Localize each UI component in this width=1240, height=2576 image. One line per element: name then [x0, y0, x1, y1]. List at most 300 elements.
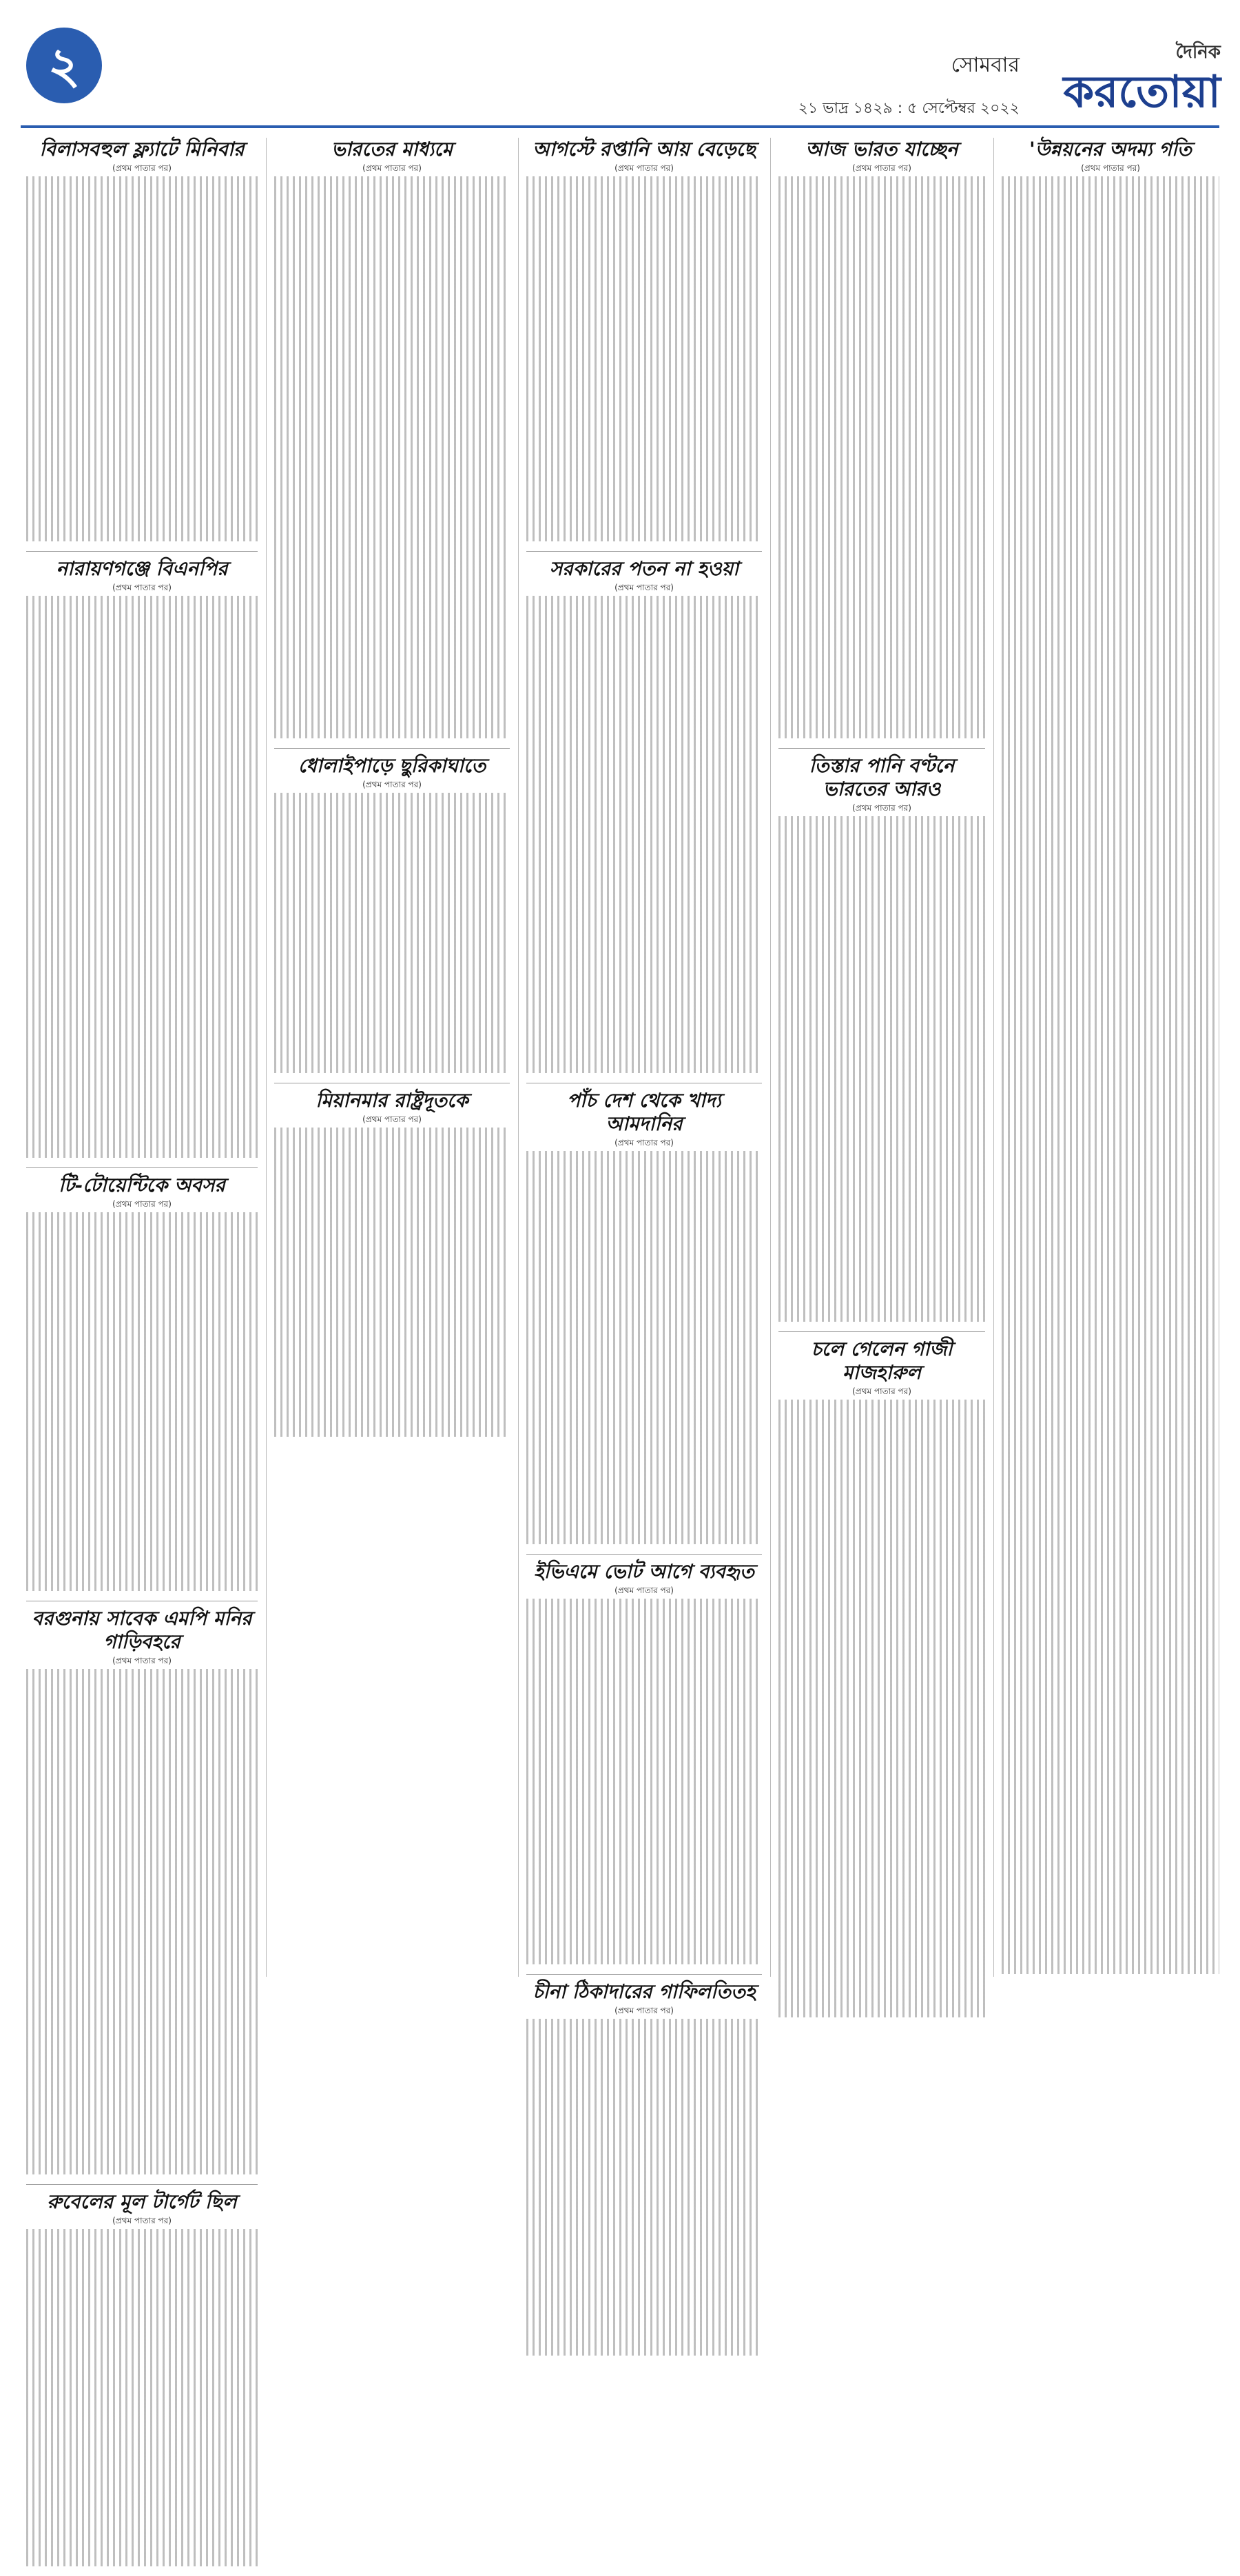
text-line [1002, 1707, 1219, 1721]
text-line [526, 1291, 762, 1305]
text-line [778, 1877, 985, 1891]
text-line [26, 2034, 258, 2048]
text-line [26, 303, 258, 317]
text-line [526, 499, 762, 513]
text-line [526, 1754, 762, 1767]
text-line [1002, 1609, 1219, 1623]
article-headline: বরগুনায় সাবেক এমপি মনির গাড়িবহরে [32, 1607, 252, 1654]
news-article [526, 138, 762, 541]
text-line [26, 849, 258, 862]
column-separator [993, 138, 994, 1977]
text-line [526, 1474, 762, 1488]
text-line [26, 610, 258, 624]
text-line [1002, 1749, 1219, 1763]
text-line [526, 471, 762, 485]
text-line [526, 624, 762, 638]
text-line [526, 1851, 762, 1865]
text-line [778, 640, 985, 654]
text-line [1002, 275, 1219, 289]
text-line [26, 1367, 258, 1380]
text-line [778, 984, 985, 998]
text-line [26, 429, 258, 443]
text-line [526, 1739, 762, 1753]
text-line [526, 1809, 762, 1823]
text-line [274, 820, 510, 834]
text-line [274, 849, 510, 862]
text-line [1002, 1623, 1219, 1637]
text-line [26, 2384, 258, 2398]
news-column [526, 138, 762, 2365]
text-line [526, 807, 762, 820]
text-line [26, 1683, 258, 1697]
text-line [26, 1409, 258, 1422]
text-line [526, 2314, 762, 2327]
text-line [26, 1851, 258, 1865]
text-line [526, 1003, 762, 1017]
article-divider [526, 1974, 762, 1975]
text-line [1002, 317, 1219, 331]
text-line [1002, 948, 1219, 962]
text-line [274, 457, 510, 471]
text-line [26, 1549, 258, 1563]
text-line [526, 2046, 762, 2060]
text-line [26, 1212, 258, 1226]
text-line [526, 1683, 762, 1697]
text-line [526, 1031, 762, 1045]
article-divider [274, 748, 510, 749]
text-line [26, 2327, 258, 2341]
text-line [1002, 1581, 1219, 1595]
text-line [526, 1059, 762, 1073]
text-line [526, 1922, 762, 1935]
text-line [1002, 556, 1219, 570]
text-line [26, 1922, 258, 1935]
text-line [778, 1427, 985, 1441]
text-line [778, 429, 985, 443]
text-line [778, 1849, 985, 1862]
text-line [778, 1125, 985, 1139]
text-line [778, 1919, 985, 1933]
article-body-text [26, 596, 258, 1158]
text-line [778, 1638, 985, 1652]
text-line [1002, 1271, 1219, 1285]
news-article [274, 138, 510, 738]
text-line [274, 877, 510, 891]
text-line [1002, 443, 1219, 457]
article-headline: ইভিএমে ভোট আগে ব্যবহৃত [534, 1560, 754, 1583]
text-line [1002, 260, 1219, 274]
text-line [526, 947, 762, 961]
text-line [778, 1568, 985, 1581]
text-line [274, 947, 510, 961]
text-line [778, 830, 985, 844]
text-line [1002, 233, 1219, 247]
text-line [778, 1055, 985, 1068]
text-line [1002, 1314, 1219, 1328]
text-line [26, 905, 258, 919]
news-article [526, 1089, 762, 1544]
text-line [1002, 921, 1219, 935]
text-line [526, 1418, 762, 1432]
text-line [526, 1824, 762, 1838]
text-line [274, 303, 510, 317]
text-line [26, 919, 258, 933]
text-line [526, 694, 762, 708]
newspaper-logo: দৈনিক করতোয়া [1063, 42, 1221, 118]
text-line [526, 387, 762, 401]
news-article [526, 1980, 762, 2356]
text-line [526, 2257, 762, 2271]
text-line [274, 1003, 510, 1017]
text-line [26, 863, 258, 877]
text-line [526, 1236, 762, 1249]
text-line [26, 190, 258, 204]
text-line [26, 765, 258, 778]
text-line [778, 1652, 985, 1666]
text-line [1002, 415, 1219, 429]
text-line [274, 807, 510, 820]
text-line [1002, 1047, 1219, 1061]
text-line [1002, 809, 1219, 822]
text-line [274, 443, 510, 457]
text-line [1002, 612, 1219, 625]
text-line [26, 1992, 258, 2006]
text-line [526, 778, 762, 792]
text-line [1002, 626, 1219, 640]
text-line [26, 723, 258, 736]
text-line [26, 471, 258, 485]
text-line [1002, 1960, 1219, 1974]
text-line [1002, 724, 1219, 738]
text-line [1002, 583, 1219, 597]
text-line [778, 1736, 985, 1750]
text-line [1002, 1637, 1219, 1651]
text-line [526, 345, 762, 359]
continuation-label: (প্রথম পাতার পর) [362, 779, 422, 789]
text-line [526, 1712, 762, 1725]
text-line [1002, 1384, 1219, 1398]
text-line [778, 710, 985, 724]
text-line [26, 2077, 258, 2090]
text-line [1002, 991, 1219, 1005]
text-line [778, 1442, 985, 1455]
text-line [526, 1046, 762, 1059]
text-line [526, 1348, 762, 1362]
text-line [1002, 1103, 1219, 1117]
text-line [274, 289, 510, 302]
text-line [26, 638, 258, 652]
text-line [26, 1101, 258, 1115]
text-line [26, 1240, 258, 1254]
text-line [526, 596, 762, 610]
text-line [1002, 1244, 1219, 1258]
text-line [26, 486, 258, 499]
news-column [26, 138, 258, 2576]
text-line [526, 1376, 762, 1390]
text-line [526, 835, 762, 849]
text-line [26, 793, 258, 807]
text-line [1002, 1370, 1219, 1384]
text-line [526, 638, 762, 652]
text-line [274, 247, 510, 260]
text-line [26, 2342, 258, 2356]
text-line [778, 886, 985, 900]
text-line [526, 303, 762, 317]
text-line [274, 583, 510, 597]
text-line [1002, 373, 1219, 386]
text-line [778, 970, 985, 984]
text-line [778, 1975, 985, 1989]
text-line [1002, 1300, 1219, 1313]
text-line [26, 891, 258, 904]
text-line [1002, 176, 1219, 190]
text-line [1002, 1932, 1219, 1946]
text-line [778, 1497, 985, 1511]
text-line [526, 2285, 762, 2299]
text-line [274, 640, 510, 654]
article-headline: টি-টোয়েন্টিকে অবসর [59, 1173, 225, 1196]
text-line [26, 176, 258, 190]
text-line [1002, 766, 1219, 780]
text-line [26, 1894, 258, 1908]
text-line [1002, 513, 1219, 527]
text-line [526, 1641, 762, 1655]
text-line [526, 1669, 762, 1683]
text-line [1002, 1834, 1219, 1847]
news-article [26, 138, 258, 541]
text-line [778, 1470, 985, 1484]
text-line [274, 1142, 510, 1156]
text-line [778, 1905, 985, 1919]
text-line [26, 205, 258, 218]
text-line [1002, 471, 1219, 485]
text-line [526, 1936, 762, 1950]
text-line [778, 1512, 985, 1526]
text-line [778, 233, 985, 247]
article-headline: পাঁচ দেশ থেকে খাদ্য আমদানির [567, 1089, 721, 1136]
text-line [778, 1181, 985, 1195]
text-line [526, 1404, 762, 1417]
text-line [26, 807, 258, 820]
text-line [26, 1017, 258, 1031]
text-line [526, 750, 762, 764]
text-line [1002, 1075, 1219, 1089]
text-line [1002, 1216, 1219, 1229]
text-line [526, 1194, 762, 1207]
text-line [526, 2103, 762, 2117]
continuation-label: (প্রথম পাতার পর) [112, 1198, 172, 1209]
text-line [274, 415, 510, 429]
text-line [778, 1681, 985, 1694]
text-line [526, 429, 762, 443]
text-line [526, 989, 762, 1003]
article-headline: 'উন্নয়নের অদম্য গতি [1029, 138, 1192, 160]
text-line [26, 1767, 258, 1781]
text-line [26, 1866, 258, 1880]
text-line [26, 750, 258, 764]
text-line [778, 275, 985, 289]
masthead [0, 0, 1240, 127]
text-line [778, 205, 985, 218]
text-line [26, 2132, 258, 2146]
text-line [1002, 331, 1219, 344]
text-line [26, 2257, 258, 2271]
text-line [26, 2229, 258, 2243]
text-line [26, 2468, 258, 2482]
text-line [274, 654, 510, 667]
day-label: সোমবার [951, 53, 1020, 77]
text-line [778, 1265, 985, 1279]
text-line [778, 317, 985, 331]
text-line [526, 317, 762, 331]
text-line [778, 1582, 985, 1596]
text-line [26, 1564, 258, 1577]
text-line [526, 1866, 762, 1880]
text-line [526, 877, 762, 891]
text-line [526, 1446, 762, 1460]
text-line [526, 820, 762, 834]
text-line [778, 528, 985, 541]
text-line [778, 401, 985, 415]
text-line [778, 1750, 985, 1764]
text-line [526, 933, 762, 947]
article-body-text [526, 176, 762, 541]
text-line [26, 275, 258, 289]
masthead-rule [21, 125, 1219, 128]
text-line [526, 1432, 762, 1446]
text-line [778, 1778, 985, 1792]
text-line [526, 1460, 762, 1474]
column-separator [266, 138, 267, 1977]
text-line [526, 2117, 762, 2130]
news-article [778, 754, 985, 1322]
text-line [274, 1212, 510, 1226]
text-line [274, 541, 510, 555]
news-column [778, 138, 985, 2027]
article-divider [778, 748, 985, 749]
text-line [1002, 1455, 1219, 1468]
article-headline: আজ ভারত যাচ্ছেন [805, 138, 958, 160]
text-line [26, 975, 258, 989]
text-line [526, 1207, 762, 1221]
text-line [778, 1223, 985, 1237]
text-line [778, 858, 985, 872]
text-line [778, 900, 985, 914]
text-line [26, 694, 258, 708]
text-line [778, 626, 985, 640]
text-line [1002, 1398, 1219, 1412]
text-line [26, 2496, 258, 2510]
text-line [26, 1353, 258, 1367]
text-line [526, 2229, 762, 2243]
text-line [526, 2019, 762, 2033]
text-line [526, 1796, 762, 1809]
text-line [274, 989, 510, 1003]
text-line [778, 1807, 985, 1820]
column-separator [518, 138, 519, 1977]
text-line [1002, 1778, 1219, 1791]
text-line [26, 2147, 258, 2161]
text-line [1002, 528, 1219, 541]
text-line [274, 471, 510, 485]
text-line [274, 1380, 510, 1394]
text-line [526, 1362, 762, 1375]
text-line [526, 1599, 762, 1612]
text-line [778, 1153, 985, 1167]
text-line [1002, 1033, 1219, 1047]
text-line [26, 2356, 258, 2369]
text-line [1002, 1174, 1219, 1187]
continuation-label: (প্রথম পাতার পর) [112, 1656, 172, 1666]
text-line [26, 1088, 258, 1101]
text-line [526, 513, 762, 527]
text-line [778, 303, 985, 317]
text-line [1002, 1791, 1219, 1805]
article-headline: নারায়ণগঞ্জে বিএনপির [56, 557, 228, 581]
continuation-label: (প্রথম পাতার পর) [614, 1138, 674, 1148]
text-line [26, 736, 258, 750]
text-line [1002, 682, 1219, 696]
text-line [26, 820, 258, 834]
text-line [526, 708, 762, 722]
continuation-label: (প্রথম পাতার পর) [112, 583, 172, 593]
text-line [26, 359, 258, 373]
text-line [1002, 1117, 1219, 1131]
text-line [274, 905, 510, 919]
text-line [26, 1908, 258, 1922]
continuation-label: (প্রথম পাতার পর) [112, 163, 172, 173]
text-line [778, 415, 985, 429]
text-line [274, 486, 510, 499]
text-line [778, 668, 985, 682]
page-number-badge: ২ [26, 28, 102, 103]
text-line [526, 190, 762, 204]
text-line [274, 696, 510, 709]
text-line [778, 1455, 985, 1469]
text-line [526, 457, 762, 471]
text-line [778, 499, 985, 513]
text-line [526, 247, 762, 260]
text-line [26, 289, 258, 302]
text-line [526, 260, 762, 274]
text-line [1002, 1356, 1219, 1370]
text-line [26, 1031, 258, 1045]
text-line [1002, 780, 1219, 794]
text-line [778, 289, 985, 302]
text-line [1002, 1862, 1219, 1876]
news-column [274, 138, 510, 1446]
text-line [526, 1767, 762, 1781]
text-line [1002, 1328, 1219, 1342]
news-article [1002, 138, 1219, 1974]
text-line [26, 2510, 258, 2524]
text-line [526, 486, 762, 499]
text-line [26, 1838, 258, 1851]
text-line [1002, 401, 1219, 415]
text-line [1002, 1890, 1219, 1904]
text-line [26, 708, 258, 722]
text-line [26, 1712, 258, 1725]
text-line [1002, 1019, 1219, 1032]
text-line [1002, 499, 1219, 513]
text-line [526, 1334, 762, 1348]
article-body-text [274, 176, 510, 738]
text-line [778, 359, 985, 373]
text-line [274, 556, 510, 570]
text-line [526, 1613, 762, 1627]
text-line [526, 359, 762, 373]
text-line [526, 2131, 762, 2145]
